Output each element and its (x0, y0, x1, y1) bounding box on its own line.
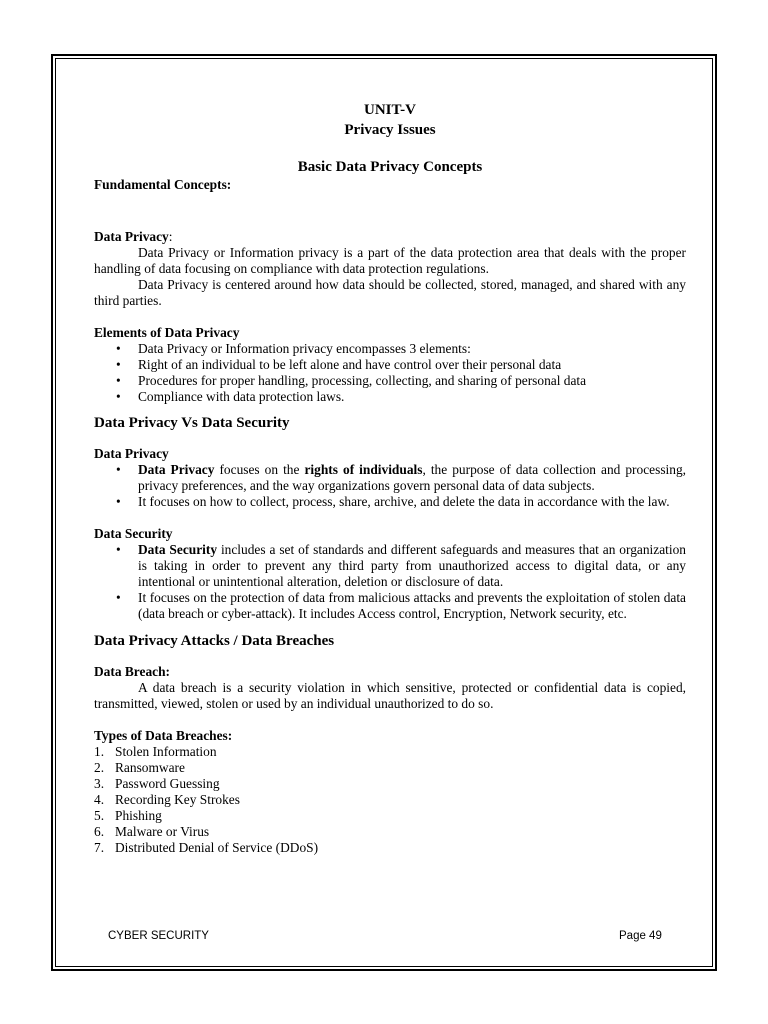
security-list (94, 542, 686, 622)
list-item: • It focuses on how to collect, process, share, archive, and delete the data in accordance with the law. (138, 494, 686, 510)
list-item: • Data Security includes a set of standards and different safeguards and measures that an organization is taking in order to prevent any third party from unauthorized access to digital data, or any intentional or unintentional alteration, deletion or disclosure of data. (138, 542, 686, 590)
list-item: 5. Phishing (94, 808, 162, 823)
list-item: 6. Malware or Virus (94, 824, 210, 839)
data-privacy-paragraph-2: Data Privacy is centered around how data should be collected, stored, managed, and shared with any third parties. (94, 277, 686, 308)
document-body (94, 100, 686, 856)
breach-heading: Data Breach: (94, 664, 170, 679)
list-item: 3. Password Guessing (94, 776, 220, 791)
list-item: 4. Recording Key Strokes (94, 792, 240, 807)
attacks-heading: Data Privacy Attacks / Data Breaches (94, 633, 335, 649)
list-item: 2. Ransomware (94, 760, 185, 775)
list-item: • Data Privacy focuses on the rights of individuals, the purpose of data collection and processing, privacy preferences, and the way organizations govern personal data of data subjects. (138, 462, 686, 494)
subject-heading: Privacy Issues (344, 122, 436, 138)
footer-page-number: Page 49 (619, 930, 662, 942)
vs-heading: Data Privacy Vs Data Security (94, 415, 290, 431)
data-privacy-heading: Data Privacy: (94, 229, 173, 244)
privacy-list (94, 462, 686, 510)
privacy-subheading: Data Privacy (94, 446, 169, 461)
types-list (94, 744, 686, 856)
fundamental-concepts-heading: Fundamental Concepts: (94, 177, 232, 192)
list-item: • Right of an individual to be left alone and have control over their personal data (138, 357, 686, 373)
list-item: 1. Stolen Information (94, 744, 217, 759)
elements-list (94, 341, 686, 405)
footer-course-name: CYBER SECURITY (108, 930, 209, 942)
list-item: • Procedures for proper handling, processing, collecting, and sharing of personal data (138, 373, 686, 389)
security-subheading: Data Security (94, 526, 173, 541)
list-item: • Compliance with data protection laws. (138, 389, 686, 405)
unit-heading: UNIT-V (364, 102, 416, 118)
types-heading: Types of Data Breaches: (94, 728, 233, 743)
breach-paragraph: A data breach is a security violation in which sensitive, protected or confidential data is copied, transmitted, viewed, stolen or used by an individual unauthorized to do so. (94, 680, 686, 711)
elements-heading: Elements of Data Privacy (94, 325, 240, 340)
data-privacy-paragraph-1: Data Privacy or Information privacy is a part of the data protection area that deals with the proper handling of data focusing on compliance with data protection regulations. (94, 245, 686, 276)
list-item: 7. Distributed Denial of Service (DDoS) (94, 840, 319, 855)
list-item: • It focuses on the protection of data from malicious attacks and prevents the exploitation of stolen data (data breach or cyber-attack). It includes Access control, Encryption, Network security, etc. (138, 590, 686, 622)
page-title: Basic Data Privacy Concepts (297, 159, 483, 175)
list-item: • Data Privacy or Information privacy encompasses 3 elements: (138, 341, 686, 357)
